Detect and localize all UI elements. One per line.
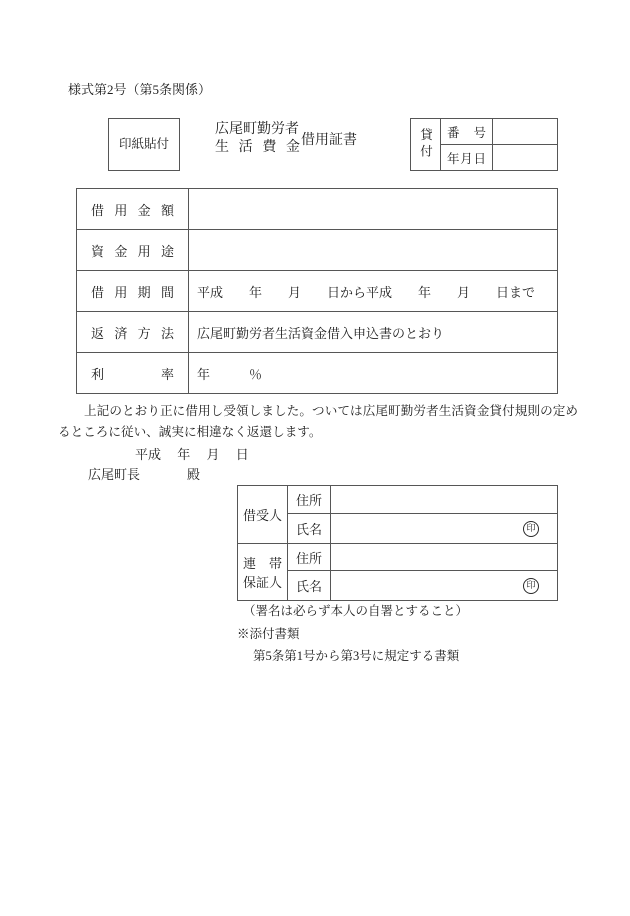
repayment-method-label: 返済方法 [91, 325, 174, 341]
interest-rate-value-cell: 年 ％ [189, 353, 558, 394]
borrower-address-label-cell: 住所 [288, 486, 331, 514]
form-code-label: 様式第2号（第5条関係） [68, 82, 212, 97]
borrower-name-value-cell [331, 514, 558, 544]
fund-purpose-value-cell [189, 230, 558, 271]
borrower-address-row [238, 486, 558, 514]
title-line2: 生活費金 [215, 140, 300, 156]
loan-terms-table [76, 188, 558, 394]
lending-vertical-label-cell [411, 119, 441, 171]
addressee-honorific: 殿 [186, 467, 200, 482]
table-row-loan-amount [77, 189, 558, 230]
guarantor-label-line2: 保証人 [243, 575, 283, 590]
loan-amount-value-cell [189, 189, 558, 230]
title-line1: 広尾町勤労者 [215, 122, 299, 137]
loan-period-label-cell [77, 271, 189, 312]
guarantor-seal-icon: 印 [523, 578, 539, 594]
repayment-method-value-cell: 広尾町勤労者生活資金借入申込書のとおり [189, 312, 558, 353]
repayment-method-label-cell [77, 312, 189, 353]
guarantor-address-row [238, 544, 558, 571]
lending-info-table [410, 118, 558, 171]
interest-rate-label: 利率 [91, 366, 174, 382]
signature-table [237, 485, 558, 601]
guarantor-address-value-cell [331, 544, 558, 571]
loan-amount-label-cell [77, 189, 189, 230]
table-row-loan-period [77, 271, 558, 312]
loan-period-label: 借用期間 [91, 284, 174, 300]
borrower-label: 借受人 [243, 508, 283, 523]
lending-number-value-cell [493, 119, 558, 145]
attachment-heading: ※添付書類 [237, 627, 300, 641]
fund-purpose-label: 資金用途 [91, 243, 174, 259]
revenue-stamp-box [108, 118, 180, 171]
lending-date-label: 年月日 [447, 151, 486, 166]
lending-date-label-cell [441, 145, 493, 171]
table-row-repayment-method [77, 312, 558, 353]
signature-note: （署名は必らず本人の自署とすること） [243, 604, 469, 618]
fund-purpose-label-cell [77, 230, 189, 271]
table-row-fund-purpose [77, 230, 558, 271]
guarantor-name-value-cell [331, 571, 558, 601]
declaration-paragraph: 上記のとおり正に借用し受領しました。ついては広尾町勤労者生活資金貸付規則の定めるところに従い、誠実に相違なく返還します。 [58, 404, 578, 439]
loan-amount-label: 借用金額 [91, 202, 174, 218]
loan-period-value-cell: 平成 年 月 日から平成 年 月 日まで [189, 271, 558, 312]
borrower-address-value-cell [331, 486, 558, 514]
interest-rate-label-cell [77, 353, 189, 394]
lending-date-value-cell [493, 145, 558, 171]
addressee-name: 広尾町長 [88, 467, 141, 482]
lending-number-label-cell [441, 119, 493, 145]
guarantor-label-cell [238, 544, 288, 601]
attachment-item: 第5条第1号から第3号に規定する書類 [253, 649, 460, 663]
date-line: 平成 年 月 日 [135, 447, 249, 462]
table-row-interest-rate [77, 353, 558, 394]
revenue-stamp-label: 印紙貼付 [118, 137, 169, 152]
document-title [215, 121, 300, 157]
guarantor-address-label-cell: 住所 [288, 544, 331, 571]
guarantor-name-label-cell: 氏名 [288, 571, 331, 601]
lending-number-label: 番号 [447, 125, 486, 140]
lending-vertical-label: 貸付 [418, 128, 433, 161]
guarantor-label-line1: 連帯 [243, 556, 282, 571]
lending-row-number [411, 119, 558, 145]
borrower-name-label-cell: 氏名 [288, 514, 331, 544]
document-title-suffix: 借用証書 [301, 133, 357, 148]
borrower-seal-icon: 印 [523, 521, 539, 537]
borrower-label-cell [238, 486, 288, 544]
addressee-line [88, 467, 200, 483]
